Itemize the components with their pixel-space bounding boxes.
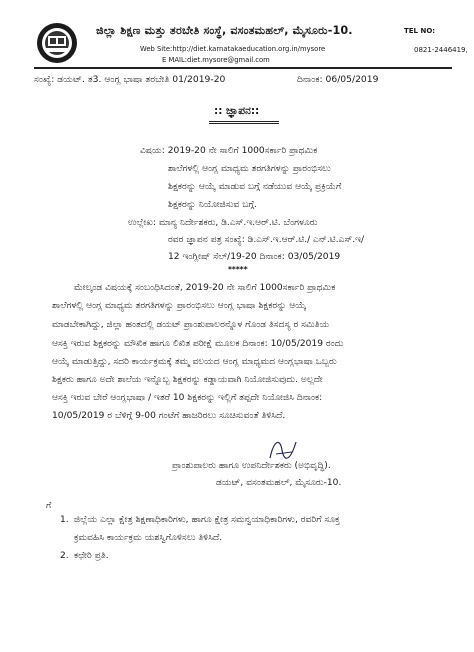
reference-line: ರವರ ಜ್ಞಾಪನ ಪತ್ರ ಸಂಖ್ಯೆ: ಡಿ.ಎಸ್.ಇ.ಆರ್.ಟಿ./ ಎನ್.ಟಿ.ಎಸ್.ಇ/ xyxy=(168,235,365,245)
heading-underline-second xyxy=(209,123,279,124)
subject-line: ಶಿಕ್ಷಕರನ್ನು ನಿಯೋಜಿಸುವ ಬಗ್ಗೆ. xyxy=(168,200,258,210)
phone-number: 0821-2446419, xyxy=(414,46,468,54)
body-line: ಆಸಕ್ತಿ ಇರುವ ಬೇರೆ ಆಂಗ್ಲಭಾಷಾ / ಇತರೆ 10 ಶಿಕ್ಷಕರನ್ನು ಇಲ್ಲಿಗೆ ತಪ್ಪದೇ ನಿಯೋಜಿಸಿ ದಿನಾಂಕ: xyxy=(52,393,323,403)
email-text: E MAIL:diet.mysore@gmail.com xyxy=(162,56,270,64)
subject-line: ವಿಷಯ: 2019-20 ನೇ ಸಾಲಿಗೆ 1000ಸರ್ಕಾರಿ ಪ್ರಾಥಮಿಕ xyxy=(140,146,318,156)
subject-line: ಶಾಲೆಗಳಲ್ಲಿ ಆಂಗ್ಲ ಮಾಧ್ಯಮ ತರಗತಿಗಳನ್ನು ಪ್ರಾರಂಭಿಸಲು xyxy=(168,164,331,174)
reference-line: ಉಲ್ಲೇಖ: ಮಾನ್ಯ ನಿರ್ದೇಶಕರು, ಡಿ.ಎಸ್.ಇ.ಆರ್.ಟಿ. ಬೆಂಗಳೂರು xyxy=(128,218,318,228)
subject-line: ಶಿಕ್ಷಕರನ್ನು ಆಯ್ಕೆ ಮಾಡುವ ಬಗ್ಗೆ ನಡೆಯುವ ಆಯ್ಕೆ ಪ್ರಕ್ರಿಯೆಗೆ xyxy=(168,182,342,192)
signatory-title: ಪ್ರಾಂಶುಪಾಲರು ಹಾಗೂ ಉಪನಿರ್ದೇಶಕರು (ಅಭಿವೃದ್ಧಿ). xyxy=(172,461,331,471)
body-line: ಆಯ್ಕೆ ಮಾಡುತ್ತಿದ್ದು, ಸದರಿ ಕಾರ್ಯಕ್ರಮಕ್ಕೆ ತಮ್ಮ ವಲಯದ ಆಂಗ್ಲ ಮಾಧ್ಯಮದ ಆಂಗ್ಲಭಾಷಾ ಒಬ್ಬರು xyxy=(52,357,337,367)
body-line: 10/05/2019 ರ ಬೆಳಿಗ್ಗೆ 9-00 ಗಂಟೆಗೆ ಹಾಜರಿರಲು ಸೂಚಿಸುವಂತೆ ತಿಳಿಸಿದೆ. xyxy=(52,411,286,421)
heading-underline xyxy=(209,121,279,122)
recipient-text: ಕಛೇರಿ ಪ್ರತಿ. xyxy=(74,551,109,561)
body-line: ಶಾಲೆಗಳಲ್ಲಿ ಆಂಗ್ಲ ಮಾಧ್ಯಮ ತರಗತಿಗಳನ್ನು ಪ್ರಾರಂಭಿಸಲು ಆಂಗ್ಲ ಭಾಷಾ ಶಿಕ್ಷಕರನ್ನು ಆಯ್ಕೆ xyxy=(52,301,307,311)
recipient-text: ಕ್ರಮವಹಿಸಿ ಕಾರ್ಯಕ್ರಮ ಯಶಸ್ವಿಗೊಳಿಸಲು ತಿಳಿಸಿದೆ. xyxy=(74,533,223,543)
to-label: ಗೆ xyxy=(46,501,52,511)
recipient-text: ಜಿಲ್ಲೆಯ ಎಲ್ಲಾ ಕ್ಷೇತ್ರ ಶಿಕ್ಷಣಾಧಿಕಾರಿಗಳು, ಹಾಗೂ ಕ್ಷೇತ್ರ ಸಮನ್ವಯಾಧಿಕಾರಿಗಳು, ರವರಿಗೆ ಸೂಕ್ತ xyxy=(74,515,340,525)
handwritten-signature xyxy=(266,434,300,464)
header-divider xyxy=(34,67,452,69)
recipient-number: 1. xyxy=(60,515,69,525)
separator-stars: ***** xyxy=(228,265,248,274)
document-date: ದಿನಾಂಕ: 06/05/2019 xyxy=(297,74,379,85)
tel-label: TEL NO: xyxy=(404,27,436,35)
body-line: ಶಿಕ್ಷಕರು ಹಾಗೂ ಅದೇ ಶಾಲೆಯ ಇನ್ನೊಬ್ಬ ಶಿಕ್ಷಕರನ್ನು ಕಡ್ಡಾಯವಾಗಿ ನಿಯೋಜಿಸುವುದು. ಅಲ್ಲದೇ xyxy=(52,375,323,385)
institute-name: ಜಿಲ್ಲಾ ಶಿಕ್ಷಣ ಮತ್ತು ತರಬೇತಿ ಸಂಸ್ಥೆ, ವಸಂತಮಹಲ್, ಮೈಸೂರು-10. xyxy=(96,24,353,37)
body-line: ಮೇಲ್ಕಂಡ ವಿಷಯಕ್ಕೆ ಸಂಬಂಧಿಸಿದಂತೆ, 2019-20 ನೇ ಸಾಲಿಗೆ 1000ಸರ್ಕಾರಿ ಪ್ರಾಥಮಿಕ xyxy=(74,283,336,293)
memo-heading: :: ಜ್ಞಾಪನ:: xyxy=(214,105,260,117)
reference-line: 12 ಇಂಗ್ಲೀಷ್ ಸೆಲ್/19-20 ದಿನಾಂಕ: 03/05/2019 xyxy=(168,252,341,262)
reference-number: ಸಂಖ್ಯೆ: ಡಯಟ್. ತ3. ಆಂಗ್ಲ ಭಾಷಾ ತರಬೇತಿ 01/2019-20 xyxy=(34,74,226,85)
body-line: ಮಾಡಬೇಕಾಗಿದ್ದು, ಜಿಲ್ಲಾ ಹಂತದಲ್ಲಿ ಡಯಟ್ ಪ್ರಾಂಶುಪಾಲರನ್ನೊಳ ಗೊಂಡ ತಿಸದಸ್ಯ ರ ಸಮಿತಿಯ xyxy=(52,320,330,330)
diet-emblem-logo xyxy=(36,22,78,64)
website-text: Web Site:http://diet.karnatakaeducation.org.in/mysore xyxy=(140,45,326,53)
signatory-office: ಡಯಟ್, ವಸಂತಮಹಲ್, ಮೈಸೂರು-10. xyxy=(216,478,342,488)
recipient-number: 2. xyxy=(60,551,69,561)
body-line: ಆಸಕ್ತಿ ಇರುವ ಶಿಕ್ಷಕರನ್ನು ಮೌಖಿಕ ಹಾಗೂ ಲಿಖಿತ ಪರೀಕ್ಷೆ ಮೂಲಕ ದಿನಾಂಕ: 10/05/2019 ರಂದು xyxy=(52,339,344,349)
